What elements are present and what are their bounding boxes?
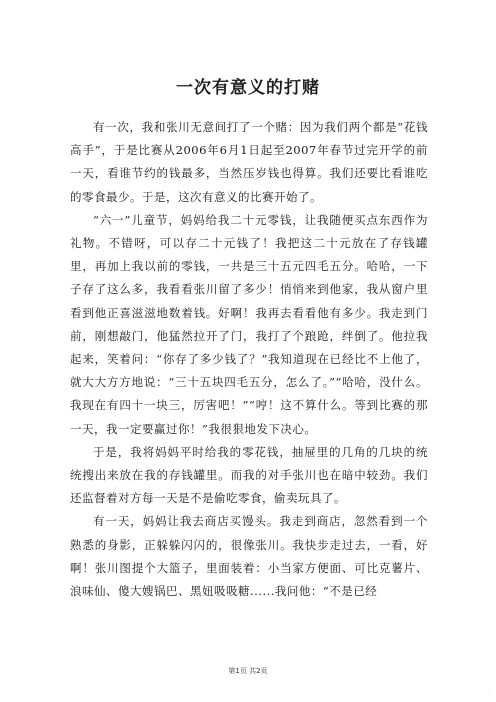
paragraph-1: 有一次，我和张川无意间打了一个赌：因为我们两个都是“花钱高手”，于是比赛从2006年6月1日起至2007年春节过完开学的前一天，看谁节约的钱最多，当然压岁钱也得算。我们还要比看谁吃的零食最少。于是，这次有意义的比赛开始了。 xyxy=(70,120,428,204)
page-number-footer: 第1页 共2页 xyxy=(228,667,268,675)
corner-dot: · xyxy=(488,689,490,696)
paragraph-2: “六一”儿童节，妈妈给我二十元零钱，让我随便买点东西作为礼物。不错呀，可以存二十元钱了！我把这二十元放在了存钱罐里，再加上我以前的零钱，一共是三十五元四毛五分。哈哈，一下子存了这么多，我看看张川留了多少！悄悄来到他家，我从窗户里看到他正喜滋滋地数着钱。好啊！我再去看看他有多少。我走到门前，刚想敲门，他猛然拉开了门，我打了个踉跄，绊倒了。他拉我起来，笑着问：“你存了多少钱了？”我知道现在已经比不上他了，就大大方方地说：“三十五块四毛五分，怎么了。”“哈哈，没什么。我现在有四十一块三，厉害吧！”“哼！这不算什么。等到比赛的那一天，我一定要赢过你！”我很狠地发下决心。 xyxy=(70,212,428,436)
document-body xyxy=(70,116,428,603)
paragraph-3: 于是，我将妈妈平时给我的零花钱，抽屉里的几角的几块的统统搜出来放在我的存钱罐里。而我的对手张川也在暗中较劲。我们还监督着对方每一天是不是偷吃零食，偷卖玩具了。 xyxy=(70,444,428,506)
paragraph-4: 有一天，妈妈让我去商店买馒头。我走到商店，忽然看到一个熟悉的身影，正躲躲闪闪的，很像张川。我快步走过去，一看，好啊！张川图提个大篮子，里面装着：小当家方便面、可比克薯片、浪味仙、傻大嫂锅巴、黑妞吸吸糖......我问他：“不是已经 xyxy=(70,514,428,599)
document-title: 一次有意义的打赌 xyxy=(176,78,320,98)
